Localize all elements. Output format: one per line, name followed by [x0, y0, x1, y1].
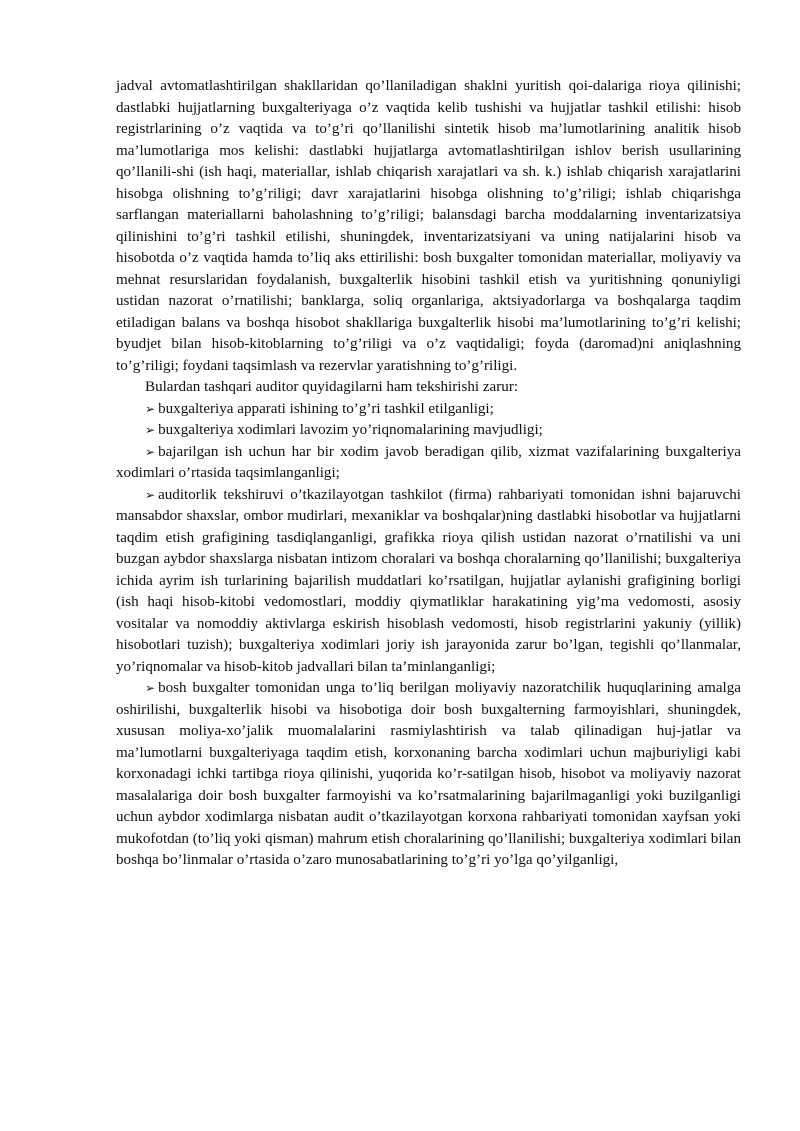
arrow-bullet-icon: ➢ — [145, 487, 156, 502]
bullet-text: buxgalteriya xodimlari lavozim yo’riqnomalarining mavjudligi; — [158, 422, 543, 438]
bullet-item — [116, 678, 741, 872]
arrow-bullet-icon: ➢ — [145, 444, 156, 459]
bullet-text: buxgalteriya apparati ishining to’g’ri tashkil etilganligi; — [158, 400, 494, 417]
arrow-bullet-icon: ➢ — [145, 401, 156, 416]
document-page — [116, 76, 741, 872]
arrow-bullet-icon: ➢ — [145, 681, 156, 695]
bullet-item — [116, 420, 741, 442]
arrow-bullet-icon: ➢ — [145, 423, 156, 437]
bullet-item — [116, 399, 741, 421]
intro-paragraph: Bulardan tashqari auditor quyidagilarni ham tekshirishi zarur: — [145, 379, 519, 395]
bullet-text: auditorlik tekshiruvi o’tkazilayotgan tashkilot (firma) rahbariyati tomonidan ishni bajaruvchi mansabdor shaxslar, ombor mudirlari, mexaniklar va boshqalar)ning dastlabki hisobotlar va hujjatlarni taqdim etish grafigining tasdiqlanganligi, grafikka rioya qilish ustidan nazorat o’rnatilishi va uni buzgan aybdor shaxslarga nisbatan intizom choralari va boshqa choralarning qo’llanilishi; buxgalteriya ichida ayrim ish turlarining bajarilish muddatlari ko’rsatilgan, hujjatlar aylanishi grafigining borligi (ish haqi hisob-kitobi vedomostlari, moddiy qiymatliklar harakatining yig’ma vedomosti, asosiy vositalar va nomoddiy aktivlarga eskirish hisoblash vedomosti, hisob registrlarini yakuniy (yillik) hisobotlari tuzish); buxgalteriya xodimlari joriy ish jarayonida zarur bo’lgan, tegishli qo’llanmalar, yo’riqnomalar va hisob-kitob jadvallari bilan ta’minlanganligi; — [116, 486, 741, 675]
bullet-item — [116, 485, 741, 679]
body-paragraph: jadval avtomatlashtirilgan shakllaridan qo’llaniladigan shaklni yuritish qoi-dalariga rioya qilinishi; dastlabki hujjatlarning buxgalteriyaga o’z vaqtida kelib tushishi va hujjatlar tashkil etilishi: hisob registrlarining o’z vaqtida va to’g’ri qo’llanilishi sintetik hisob ma’lumotlarining analitik hisob ma’lumotlariga mos kelishi: dastlabki hujjatlarga avtomatlashtirilgan ishlov berish usullarining qo’llanili-shi (ish haqi, materiallar, ishlab chiqarish xarajatlari va sh. k.) ishlab chiqarish xarajatlarini hisobga olishning to’g’riligi; davr xarajatlarini hisobga olishning to’g’riligi; ishlab chiqarishga sarflangan materiallarni baholashning to’g’riligi; balansdagi barcha moddalarning inventarizatsiya qilinishini to’g’ri tashkil etilishi, shuningdek, inventarizatsiyani va uning natijalarini hisob va hisobotda o’z vaqtida hamda to’liq aks ettirilishi: bosh buxgalter tomonidan materiallar, moliyaviy va mehnat resurslaridan foydalanish, buxgalterlik hisobini tashkil etish va yuritishning qonuniyligi ustidan nazorat o’rnatilishi; banklarga, soliq organlariga, aktsiyadorlarga va boshqalarga taqdim etiladigan balans va boshqa hisobot shakllariga buxgalterlik hisobi ma’lumotlarining to’g’ri kelishi; byudjet bilan hisob-kitoblarning to’g’riligi va o’z vaqtidaligi; foyda (daromad)ni aniqlashning to’g’riligi; foydani taqsimlash va rezervlar yaratishning to’g’riligi. — [116, 78, 741, 374]
bullet-text: bosh buxgalter tomonidan unga to’liq berilgan moliyaviy nazoratchilik huquqlarining amalga oshirilishi, buxgalterlik hisobi va hisobotiga doir bosh buxgalterning farmoyishlari, shuningdek, xususan moliya-xo’jalik muomalalarini rasmiylashtirish va talab qilinadigan huj-jatlar va ma’lumotlarni buxgalteriyaga taqdim etish, korxonaning barcha xodimlari uchun majburiyligi kabi korxonadagi ichki tartibga rioya qilinishi, yuqorida ko’r-satilgan hisob, hisobot va moliyaviy nazorat masalalariga doir bosh buxgalter farmoyishi va ko’rsatmalarining bajarilmaganligi yoki buzilganligi uchun aybdor xodimlarga nisbatan audit o’tkazilayotgan korxona rahbariyati tomonidan xayfsan yoki mukofotdan (to’liq yoki qisman) mahrum etish choralarining qo’llanilishi; buxgalteriya xodimlari bilan boshqa bo’linmalar o’rtasida o’zaro munosabatlarining to’g’ri yo’lga qo’yilganligi, — [116, 680, 741, 868]
bullet-text: bajarilgan ish uchun har bir xodim javob beradigan qilib, xizmat vazifalarining buxgalteriya xodimlari o’rtasida taqsimlanganligi; — [116, 443, 741, 481]
bullet-item — [116, 442, 741, 485]
